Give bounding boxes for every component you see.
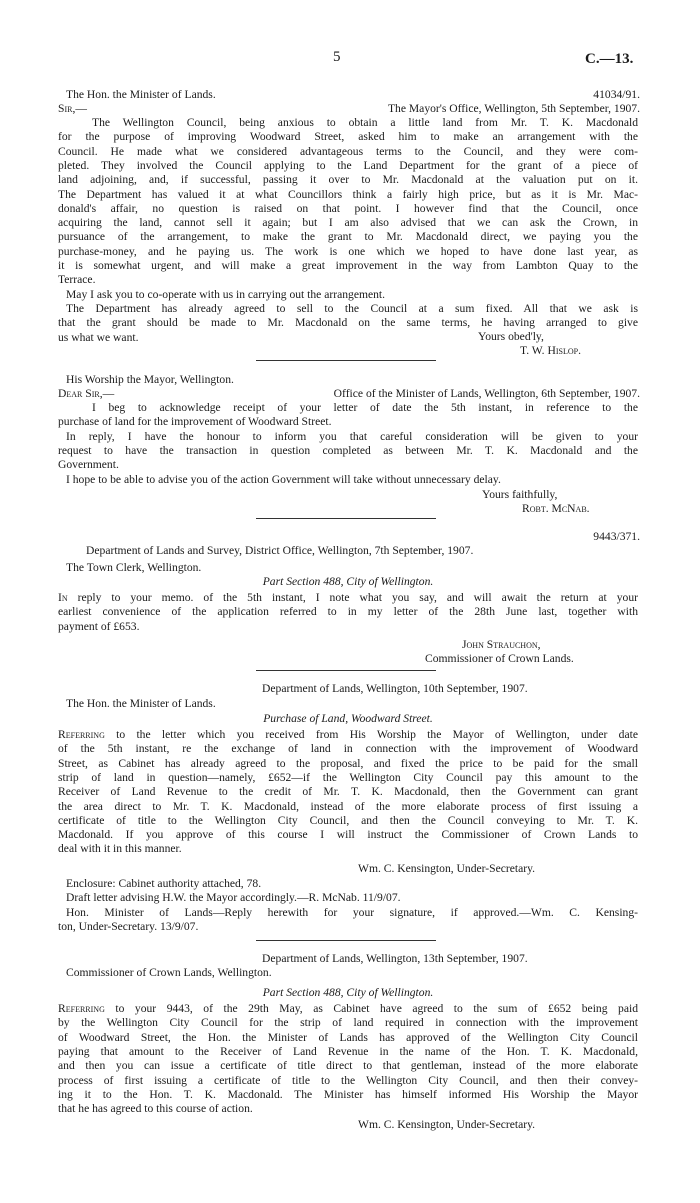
page-number: 5 bbox=[333, 49, 341, 65]
letter5-body-line: of Woodward Street, the Hon. the Minister of Lands has approved of the Wellington City Council bbox=[58, 1030, 638, 1044]
lead-line-rest: to the letter which you received from His Worship the Mayor of Wellington, under date bbox=[104, 728, 638, 741]
letter1-body-line: acquiring the land, cannot sell it again; but I am also advised that we can ask the Crown, in bbox=[58, 216, 638, 230]
letter2-body-line: I hope to be able to advise you of the action Government will take without unnecessary delay. bbox=[66, 472, 501, 486]
letter3-file-number: 9443/371. bbox=[593, 530, 640, 543]
letter1-body-line: that the grant should be made to Mr. Macdonald on the same terms, he having arranged to give bbox=[58, 316, 638, 330]
letter5-addressee: Commissioner of Crown Lands, Wellington. bbox=[66, 966, 272, 979]
letter4-body-line: Street, as Cabinet has already agreed to the proposal, and fixed the price to be paid for the small bbox=[58, 756, 638, 770]
letter2-closing: Yours faithfully, bbox=[482, 488, 558, 501]
letter4-body-line: the area direct to Mr. T. K. Macdonald, instead of the more elaborate process of first issuing a bbox=[58, 799, 638, 813]
letter5-body-line: process of first issuing a certificate of title to the Wellington City Council, and then their convey- bbox=[58, 1073, 638, 1087]
letter1-place-date: The Mayor's Office, Wellington, 5th September, 1907. bbox=[387, 102, 640, 115]
letter5-body-line: that he has agreed to this course of action. bbox=[58, 1102, 253, 1116]
letter2-signature: Robt. McNab. bbox=[522, 502, 590, 515]
letter4-body-line: Receiver of Land Revenue to the credit of Mr. T. K. Macdonald, then the Government can grant bbox=[58, 785, 638, 799]
letter5-subject: Part Section 488, City of Wellington. bbox=[262, 986, 434, 999]
lead-line-rest: reply to your memo. of the 5th instant, I note what you say, and will await the return at your bbox=[67, 591, 638, 604]
letter1-body-line: for the purpose of improving Woodward Street, asked him to make an arrangement with the bbox=[58, 130, 638, 144]
letter4-addressee: The Hon. the Minister of Lands. bbox=[66, 697, 216, 710]
letter1-body-line: purchase-money, and he paying us. The work is one which we hoped to have done last year, as bbox=[58, 244, 638, 258]
letter1-addressee: The Hon. the Minister of Lands. bbox=[66, 88, 216, 101]
letter5-body-line: ing it to the Hon. T. K. Macdonald. The Minister has himself informed His Worship the Mayor bbox=[58, 1087, 638, 1101]
letter1-body-line: May I ask you to co-operate with us in carrying out the arrangement. bbox=[66, 287, 386, 301]
letter1-file-number: 41034/91. bbox=[593, 88, 640, 101]
letter2-addressee: His Worship the Mayor, Wellington. bbox=[66, 373, 234, 386]
letter1-body-line: Terrace. bbox=[58, 273, 96, 287]
letter2-body-line: I beg to acknowledge receipt of your letter of date the 5th instant, in reference to the bbox=[92, 401, 638, 414]
separator-rule bbox=[256, 518, 436, 519]
letter2-body-line: request to have the transaction in question completed as between Mr. T. K. Macdonald and the bbox=[58, 443, 638, 457]
lead-line-rest: to your 9443, of the 29th May, as Cabinet have agreed to the sum of £652 being paid bbox=[104, 1002, 638, 1015]
letter4-body-line: of the 5th instant, re the exchange of land in connection with the improvement of Woodward bbox=[58, 742, 638, 756]
letter4-signature: Wm. C. Kensington, Under-Secretary. bbox=[358, 862, 536, 875]
letter4-body-line: strip of land in question—namely, £652—if the Wellington City Council pay this amount to the bbox=[58, 770, 638, 784]
separator-rule bbox=[256, 360, 436, 361]
letter4-body-line: deal with it in this manner. bbox=[58, 842, 182, 856]
separator-rule bbox=[256, 670, 436, 671]
letter4-subject: Purchase of Land, Woodward Street. bbox=[263, 712, 433, 725]
letter4-note-line: ton, Under-Secretary. 13/9/07. bbox=[58, 919, 199, 933]
letter4-note-line: Draft letter advising H.W. the Mayor accordingly.—R. McNab. 11/9/07. bbox=[66, 891, 401, 905]
letter4-body-line bbox=[58, 728, 638, 742]
document-reference: C.—13. bbox=[585, 51, 634, 67]
letter5-body-line: paying that amount to the Receiver of Land Revenue in the name of the Hon. T. K. Macdonald, bbox=[58, 1044, 638, 1058]
letter4-note-line: Enclosure: Cabinet authority attached, 78. bbox=[66, 877, 262, 890]
letter1-body-line: land adjoining, and, if successful, passing it over to Mr. Macdonald at the valuation put on it. bbox=[58, 173, 638, 187]
letter1-body-line: donald's affair, no question is raised on that point. I however find that the Council, once bbox=[58, 201, 638, 215]
letter1-salutation: Sir,— bbox=[58, 102, 87, 115]
lead-word: Referring bbox=[58, 1002, 105, 1015]
letter3-body-line: payment of £653. bbox=[58, 619, 140, 633]
letter1-body-line: The Wellington Council, being anxious to obtain a little land from Mr. T. K. Macdonald bbox=[92, 116, 638, 129]
letter5-place-date: Department of Lands, Wellington, 13th September, 1907. bbox=[262, 952, 528, 965]
letter5-signature: Wm. C. Kensington, Under-Secretary. bbox=[358, 1118, 536, 1131]
letter2-body-line: In reply, I have the honour to inform you that careful consideration will be given to your bbox=[66, 429, 638, 443]
letter4-note-line: Hon. Minister of Lands—Reply herewith for your signature, if approved.—Wm. C. Kensing- bbox=[66, 905, 638, 919]
letter1-closing: Yours obed'ly, bbox=[478, 330, 544, 343]
letter3-signature-title: Commissioner of Crown Lands. bbox=[425, 652, 574, 665]
letter2-place-date: Office of the Minister of Lands, Wellington, 6th September, 1907. bbox=[333, 387, 640, 400]
letter2-body-line: Government. bbox=[58, 458, 119, 472]
letter3-signature: John Strauchon, bbox=[462, 638, 541, 651]
letter1-body-line: The Department has already agreed to sell to the Council at a sum fixed. All that we ask is bbox=[66, 301, 638, 315]
letter1-body-line: us what we want. bbox=[58, 330, 139, 344]
letter1-signature: T. W. Hislop. bbox=[520, 344, 581, 357]
letter2-salutation: Dear Sir,— bbox=[58, 387, 115, 400]
letter3-place-date: Department of Lands and Survey, District Office, Wellington, 7th September, 1907. bbox=[86, 544, 474, 557]
letter3-body-line: earliest convenience of the application referred to in my letter of the 28th June last, together with bbox=[58, 605, 638, 619]
letter5-body-line: by the Wellington City Council for the strip of land required in connection with the improvement bbox=[58, 1016, 638, 1030]
letter5-body-line bbox=[58, 1002, 638, 1016]
letter4-body-line: Macdonald. If you approve of this course I will instruct the Commissioner of Crown Lands to bbox=[58, 828, 638, 842]
letter3-body-line bbox=[58, 591, 638, 605]
letter1-body-line: The Department has valued it at what Councillors think a fairly high price, but as it is Mr. Mac- bbox=[58, 187, 638, 201]
letter4-body-line: certificate of title to the Wellington City Council, and then the Council conveying to Mr. T. K. bbox=[58, 813, 638, 827]
letter2-body-line: purchase of land for the improvement of Woodward Street. bbox=[58, 415, 332, 429]
letter1-body-line: pursuance of the arrangement, to make the grant to Mr. Macdonald direct, we paying you the bbox=[58, 230, 638, 244]
letter3-addressee: The Town Clerk, Wellington. bbox=[66, 561, 202, 574]
letter5-body-line: and then you can issue a certificate of title direct to that gentleman, instead of the more elaborate bbox=[58, 1059, 638, 1073]
letter3-subject: Part Section 488, City of Wellington. bbox=[262, 575, 434, 588]
lead-word: Referring bbox=[58, 728, 105, 741]
letter1-body-line: Council. He made what we considered advantageous terms to the Council, and they were com- bbox=[58, 144, 638, 158]
separator-rule bbox=[256, 940, 436, 941]
letter4-place-date: Department of Lands, Wellington, 10th September, 1907. bbox=[262, 682, 528, 695]
letter1-body-line: it is somewhat urgent, and will make a great improvement in the way from Lambton Quay to the bbox=[58, 259, 638, 272]
lead-word: In bbox=[58, 591, 68, 604]
letter1-body-line: pleted. They involved the Council applying to the Land Department for the grant of a piece of bbox=[58, 158, 638, 172]
